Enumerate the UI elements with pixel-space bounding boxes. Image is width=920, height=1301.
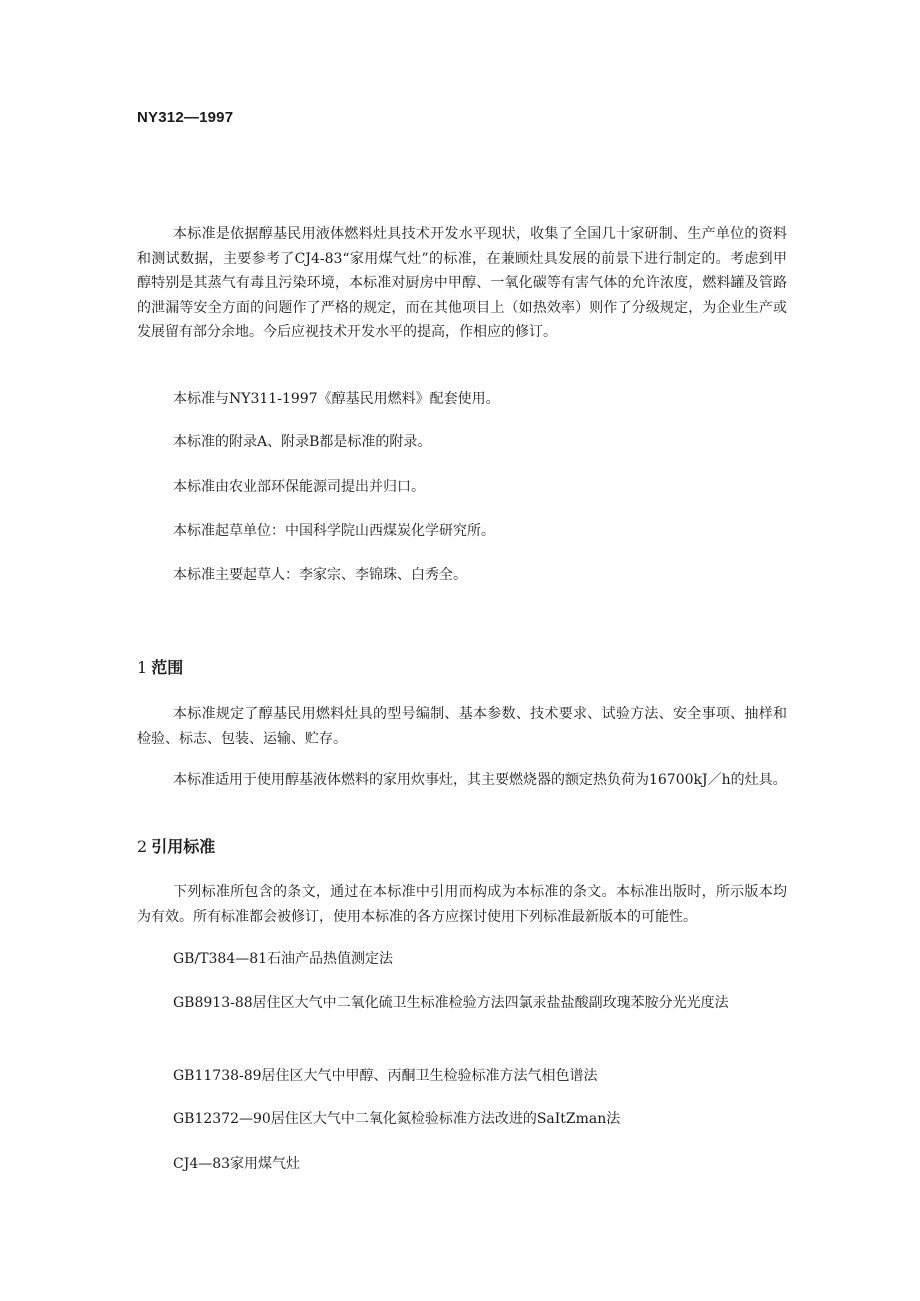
reference-item: GB/T384—81石油产品热值测定法	[173, 951, 394, 967]
section-paragraph: 下列标准所包含的条文，通过在本标准中引用而构成为本标准的条文。本标准出版时，所示版本均为有效。所有标准都会被修订，使用本标准的各方应探讨使用下列标准最新版本的可能性。	[137, 884, 787, 925]
section-number: 2	[137, 837, 148, 856]
foreword-paragraph: 本标准与NY311-1997《醇基民用燃料》配套使用。	[173, 391, 500, 407]
section-heading-scope	[137, 655, 183, 678]
foreword-paragraph: 本标准起草单位：中国科学院山西煤炭化学研究所。	[173, 523, 495, 539]
foreword-paragraph: 本标准是依据醇基民用液体燃料灶具技术开发水平现状，收集了全国几十家研制、生产单位的资料和测试数据，主要参考了CJ4-83“家用煤气灶”的标准，在兼顾灶具发展的前景下进行制定的。考虑到甲醇特别是其蒸气有毒且污染环境，本标准对厨房中甲醇、一氧化碳等有害气体的允许浓度，燃料罐及管路的泄漏等安全方面的问题作了严格的规定，而在其他项目上（如热效率）则作了分级规定，为企业生产或发展留有部分余地。今后应视技术开发水平的提高，作相应的修订。	[137, 226, 787, 340]
section-heading-references	[137, 834, 215, 857]
reference-item: GB11738-89居住区大气中甲醇、丙酮卫生检验标准方法气相色谱法	[173, 1068, 598, 1084]
foreword-paragraph: 本标准的附录A、附录B都是标准的附录。	[173, 434, 432, 450]
section-title: 引用标准	[151, 837, 216, 856]
section-paragraph: 本标准适用于使用醇基液体燃料的家用炊事灶，其主要燃烧器的额定热负荷为16700kJ／h的灶具。	[173, 772, 787, 788]
reference-item: CJ4—83家用煤气灶	[173, 1156, 301, 1172]
section-title: 范围	[151, 658, 184, 677]
reference-item: GB8913-88居住区大气中二氧化硫卫生标准检验方法四氯汞盐盐酸副玫瑰苯胺分光光度法	[173, 995, 729, 1011]
foreword-paragraph: 本标准主要起草人：李家宗、李锦珠、白秀全。	[173, 567, 467, 583]
section-number: 1	[137, 658, 148, 677]
foreword-paragraph: 本标准由农业部环保能源司提出并归口。	[173, 479, 425, 495]
reference-item: GB12372—90居住区大气中二氧化氮检验标准方法改进的SaItZman法	[173, 1111, 621, 1127]
section-paragraph: 本标准规定了醇基民用燃料灶具的型号编制、基本参数、技术要求、试验方法、安全事项、抽样和检验、标志、包装、运输、贮存。	[137, 706, 787, 747]
document-code: NY312—1997	[137, 109, 234, 126]
